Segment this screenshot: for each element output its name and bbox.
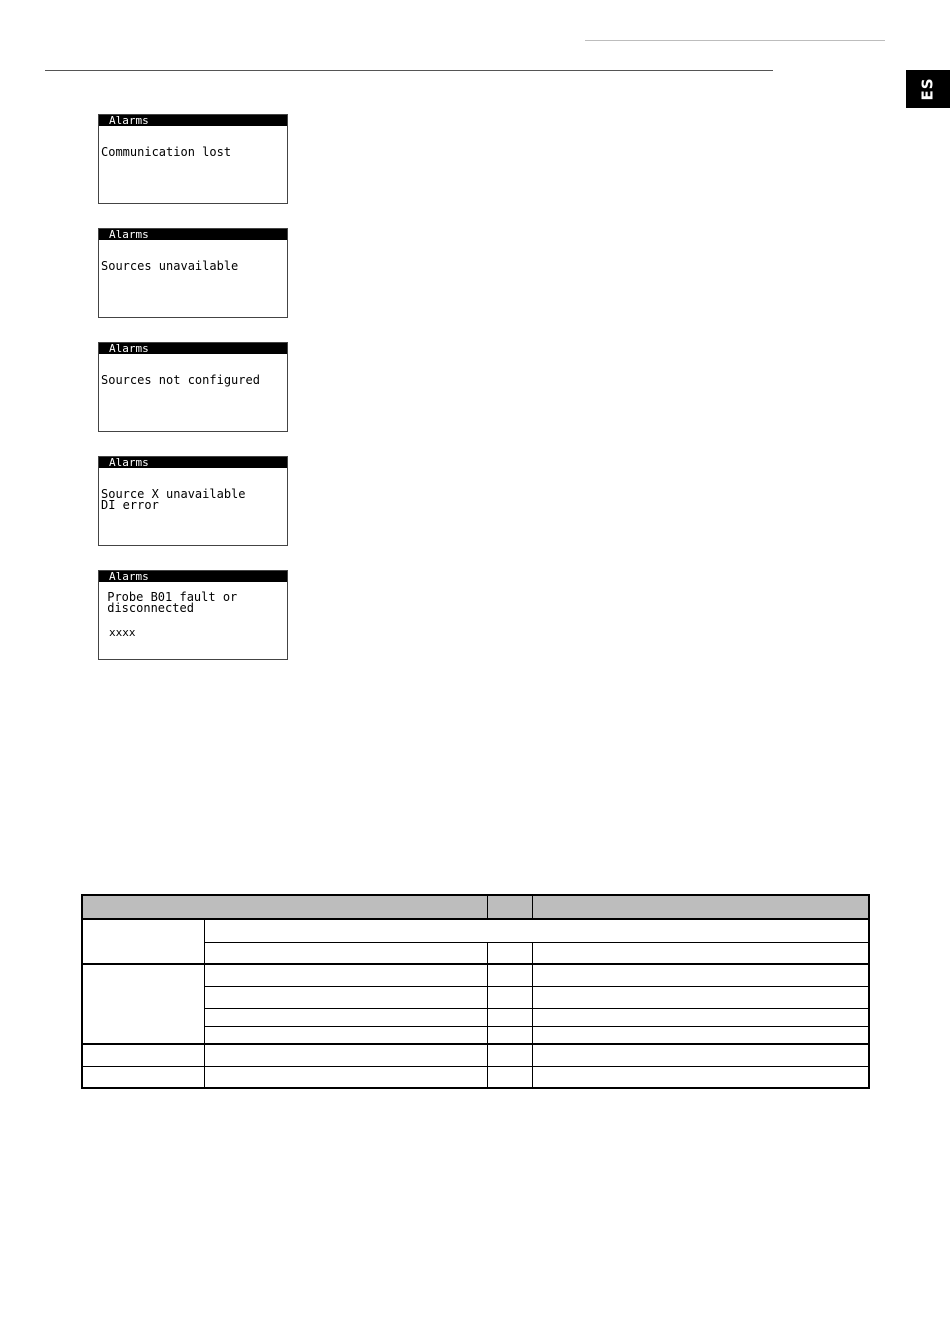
display-screen-source-unavailable [98, 456, 288, 546]
header-rule-light [585, 40, 885, 41]
table-cell [82, 1066, 204, 1088]
screen-header: Alarms [99, 343, 287, 354]
table-row [82, 1044, 869, 1066]
display-screen-sources-not-configured [98, 342, 288, 432]
table-cell [532, 942, 869, 964]
table-cell [204, 1008, 487, 1026]
screen-line: Source X unavailable [101, 487, 246, 501]
table-cell [82, 1044, 204, 1066]
table-cell [532, 986, 869, 1008]
table-cell [487, 1026, 532, 1044]
table-cell [487, 942, 532, 964]
table-header-cell [82, 895, 487, 919]
table-cell [82, 919, 204, 964]
screen-message [100, 592, 237, 614]
screen-header: Alarms [99, 229, 287, 240]
table-cell [82, 964, 204, 1044]
screen-message [101, 147, 231, 158]
table-cell [204, 986, 487, 1008]
screen-header: Alarms [99, 457, 287, 468]
display-screen-sources-unavailable [98, 228, 288, 318]
screen-line: Communication lost [101, 145, 232, 159]
table-row [82, 919, 869, 942]
table-cell [204, 1044, 487, 1066]
table-cell [204, 942, 487, 964]
table-header-cell [487, 895, 532, 919]
table-cell [487, 1066, 532, 1088]
screen-message [101, 261, 238, 272]
table-cell [487, 964, 532, 986]
screen-line: disconnected [100, 601, 194, 615]
alarm-table-grid [81, 894, 870, 1089]
screen-line: Sources unavailable [101, 259, 239, 273]
table-cell [532, 964, 869, 986]
table-cell [487, 986, 532, 1008]
table-cell [204, 1066, 487, 1088]
alarm-table [81, 894, 868, 1088]
display-screen-probe-fault [98, 570, 288, 660]
table-cell [204, 1026, 487, 1044]
table-row [82, 1066, 869, 1088]
language-tab-label: ES [919, 77, 937, 101]
table-cell [532, 1066, 869, 1088]
table-cell [487, 1044, 532, 1066]
screen-header: Alarms [99, 571, 287, 582]
table-cell [532, 1044, 869, 1066]
screen-line: Probe B01 fault or [100, 590, 238, 604]
table-header-cell [532, 895, 869, 919]
table-cell [532, 1026, 869, 1044]
table-cell [204, 964, 487, 986]
screen-header: Alarms [99, 115, 287, 126]
table-cell [204, 919, 869, 942]
screen-message [101, 489, 246, 511]
screen-message [101, 375, 260, 386]
table-cell [487, 1008, 532, 1026]
table-header-row [82, 895, 869, 919]
display-screen-communication-lost [98, 114, 288, 204]
header-rule [45, 70, 773, 71]
screen-value-placeholder: xxxx [109, 626, 136, 639]
screen-line: Sources not configured [101, 373, 260, 387]
screen-line: DI error [101, 498, 159, 512]
language-tab [906, 70, 950, 108]
table-row [82, 964, 869, 986]
table-cell [532, 1008, 869, 1026]
